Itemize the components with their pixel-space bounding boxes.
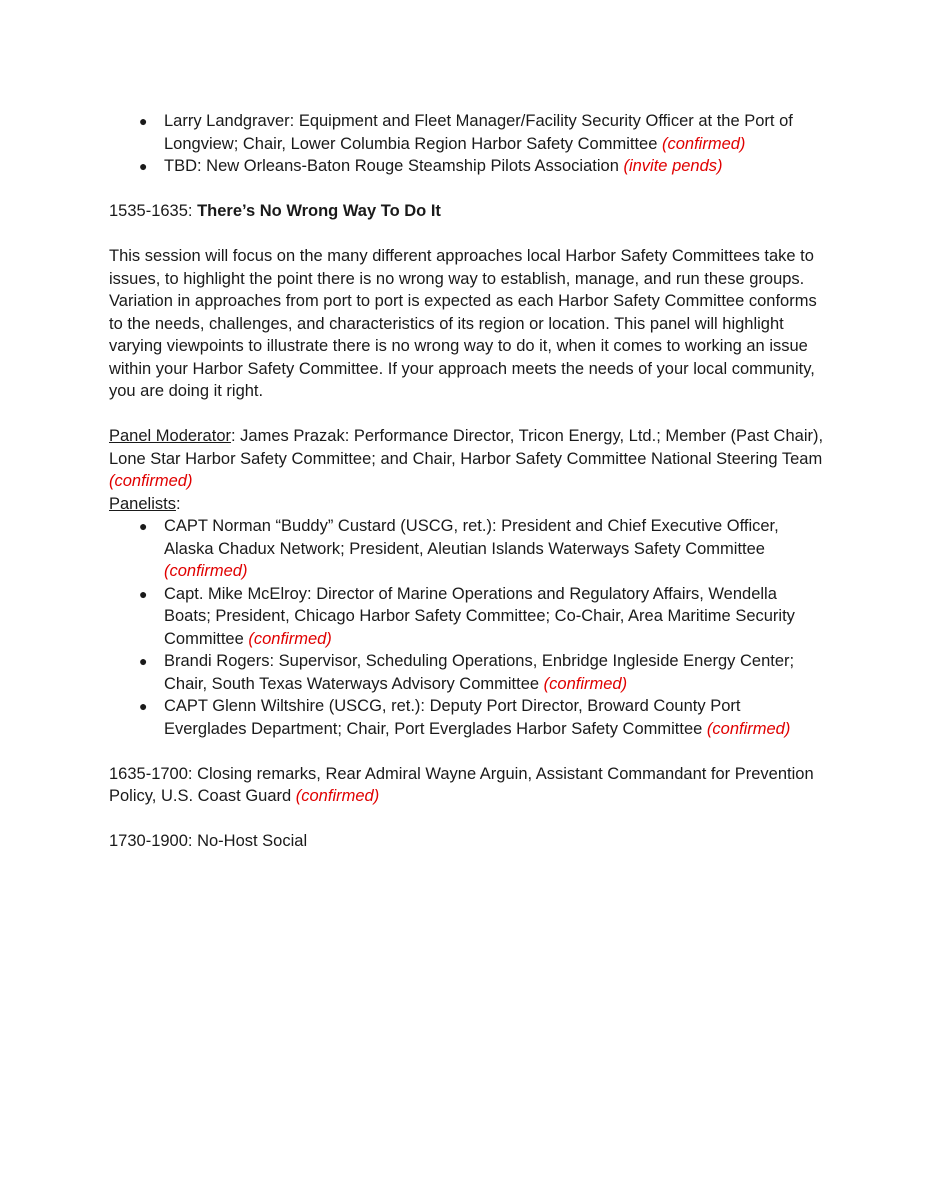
intro-speaker-list xyxy=(109,110,824,178)
moderator-label: Panel Moderator xyxy=(109,427,231,445)
status-badge: (confirmed) xyxy=(164,562,248,580)
document-page xyxy=(109,110,824,853)
speaker-text: TBD: New Orleans-Baton Rouge Steamship Pilots Association xyxy=(164,157,624,175)
list-item xyxy=(109,583,824,651)
speaker-text: Larry Landgraver: Equipment and Fleet Manager/Facility Security Officer at the Port of Longview; Chair, Lower Columbia Region Harbor Safety Committee xyxy=(164,112,793,153)
status-badge: (invite pends) xyxy=(623,157,723,175)
bullet-icon: ● xyxy=(139,698,148,714)
list-item xyxy=(109,515,824,583)
panelist-text: Brandi Rogers: Supervisor, Scheduling Operations, Enbridge Ingleside Energy Center; Chair, South Texas Waterways Advisory Committee xyxy=(164,652,795,693)
panelists-colon: : xyxy=(175,494,181,513)
list-item xyxy=(109,110,824,155)
session-heading xyxy=(109,200,824,223)
session-time: 1535-1635: xyxy=(109,202,198,220)
panelist-list xyxy=(109,515,824,740)
status-badge: (confirmed) xyxy=(109,472,193,490)
closing-text: 1635-1700: Closing remarks, Rear Admiral Wayne Arguin, Assistant Commandant for Prevention Policy, U.S. Coast Guard xyxy=(109,764,814,805)
status-badge: (confirmed) xyxy=(248,629,332,648)
list-item xyxy=(109,695,824,740)
bullet-icon: ● xyxy=(139,113,148,129)
bullet-icon: ● xyxy=(139,585,148,602)
panelist-text: CAPT Glenn Wiltshire (USCG, ret.): Deputy Port Director, Broward County Port Everglades Department; Chair, Port Everglades Harbor Safety Committee xyxy=(164,697,741,738)
status-badge: (confirmed) xyxy=(543,674,628,693)
panelists-heading xyxy=(109,493,824,516)
moderator-text: : James Prazak: Performance Director, Tricon Energy, Ltd.; Member (Past Chair), Lone Star Harbor Safety Committee; and Chair, Harbor Safety Committee National Steering Team xyxy=(109,427,824,468)
panelist-text: Capt. Mike McElroy: Director of Marine Operations and Regulatory Affairs, Wendella Boats; President, Chicago Harbor Safety Committee; Co-Chair, Area Maritime Security Committee xyxy=(164,584,795,648)
panelists-label: Panelists xyxy=(109,494,176,513)
social-event: 1730-1900: No-Host Social xyxy=(109,832,308,850)
list-item xyxy=(109,650,824,695)
bullet-icon: ● xyxy=(139,653,148,669)
moderator-paragraph xyxy=(109,425,824,493)
bullet-icon: ● xyxy=(139,518,148,534)
status-badge: (confirmed) xyxy=(295,787,380,805)
session-description: This session will focus on the many different approaches local Harbor Safety Committees take to issues, to highlight the point there is no wrong way to establish, manage, and run these groups. Variation in approaches from port to port is expected as each Harbor Safety Committee conforms to the needs, challenges, and characteristics of its region or location. This panel will highlight varying viewpoints to illustrate there is no wrong way to do it, when it comes to working an issue within your Harbor Safety Committee. If your approach meets the needs of your local community, you are doing it right. xyxy=(109,247,817,400)
status-badge: (confirmed) xyxy=(706,719,791,738)
panelist-text: CAPT Norman “Buddy” Custard (USCG, ret.): President and Chief Executive Officer, Alaska Chadux Network; President, Aleutian Islands Waterways Safety Committee xyxy=(164,517,779,558)
session-title: There’s No Wrong Way To Do It xyxy=(197,202,441,220)
list-item xyxy=(109,155,824,178)
status-badge: (confirmed) xyxy=(661,134,746,153)
closing-remarks xyxy=(109,763,824,808)
bullet-icon: ● xyxy=(139,158,148,174)
